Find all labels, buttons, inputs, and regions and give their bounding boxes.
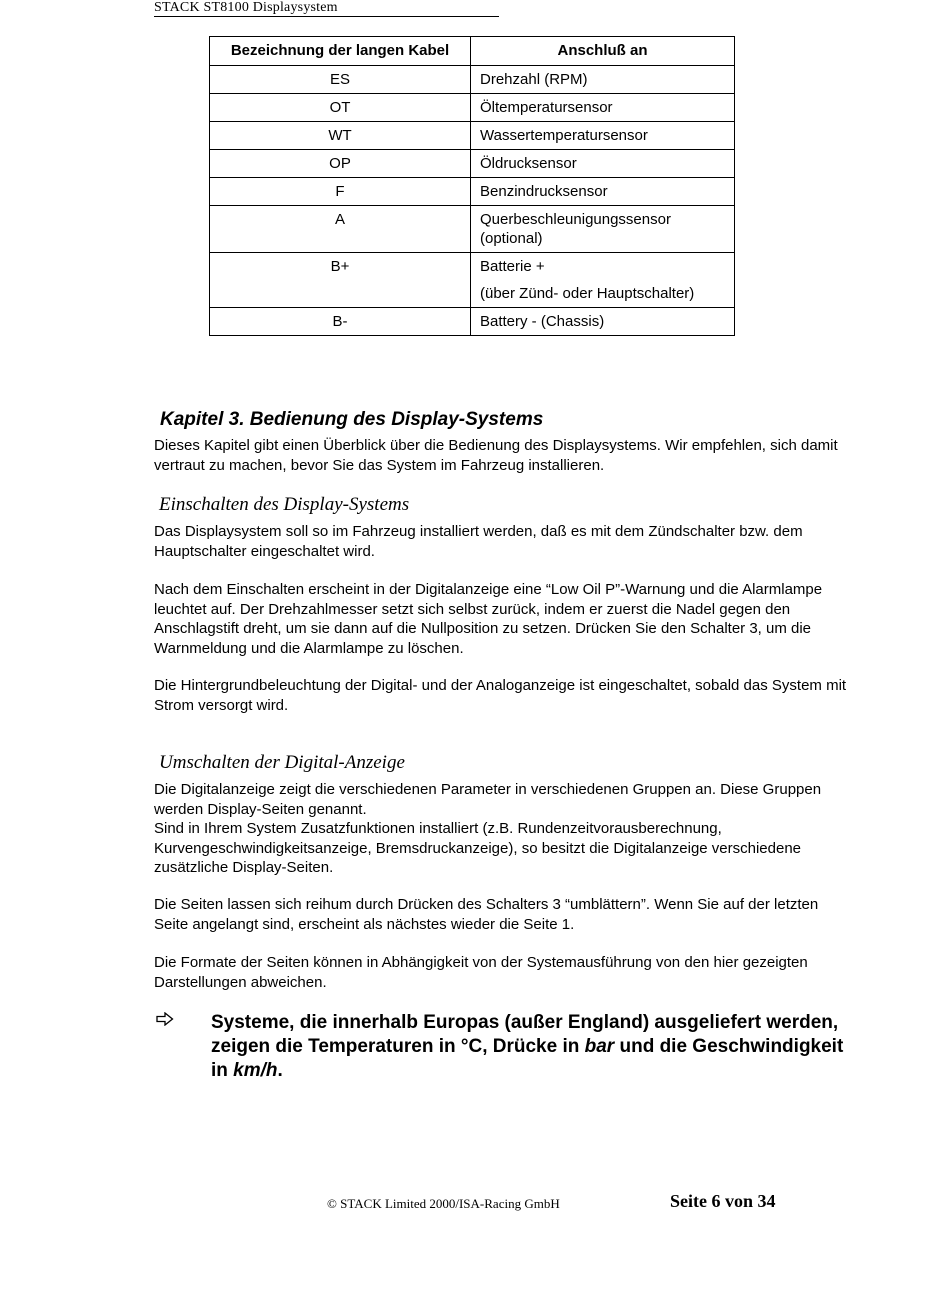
paragraph: Die Hintergrundbeleuchtung der Digital- und der Analoganzeige ist eingeschaltet, sobald das System mit Strom versorgt wird. [154,677,847,714]
paragraph-line: Die Digitalanzeige zeigt die verschiedenen Parameter in verschiedenen Gruppen an. Diese Gruppen werden Display-Seiten genannt. [154,781,822,818]
paragraph: Nach dem Einschalten erscheint in der Digitalanzeige eine “Low Oil P”-Warnung und die Alarmlampe leuchtet auf. Der Drehzahlmesser setzt sich selbst zurück, indem er zuerst die Nadel gegen den Anschlagstift dreht, um sie dann auf die Nullposition zu setzen. Drücken Sie den Schalter 3, um die Warnmeldung und die Alarmlampe zu löschen. [154,581,823,657]
cable-code: F [210,178,471,206]
note-text [211,1011,861,1083]
table-row [210,66,735,94]
paragraph: Die Seiten lassen sich reihum durch Drücken des Schalters 3 “umblättern”. Wenn Sie auf der letzten Seite angelangt sind, erscheint als nächstes wieder die Seite 1. [154,896,819,933]
note-part: und die Geschwindigkeit in [211,1036,844,1081]
table-header-row [210,37,735,66]
table-row [210,94,735,122]
cable-connection-line: (optional) [480,230,543,247]
cable-code: OT [210,94,471,122]
cable-connection-line: Querbeschleunigungssensor [480,211,671,228]
unit-temperature: °C [460,1036,483,1057]
cable-connection: Benzindrucksensor [471,178,735,206]
column-header-connection: Anschluß an [471,37,735,66]
section-title-umschalten: Umschalten der Digital-Anzeige [159,752,405,773]
unit-pressure: bar [584,1036,615,1057]
cable-connection [471,206,735,253]
paragraph-line: Sind in Ihrem System Zusatzfunktionen installiert (z.B. Rundenzeitvorausberechnung, Kurvengeschwindigkeitsanzeige, Bremsdruckanzeige), so besitzt die Digitalanzeige verschiedene zusätzliche Display-Seiten. [154,820,802,876]
cable-connection [471,253,735,308]
cable-connection-line: (über Zünd- oder Hauptschalter) [480,285,695,302]
table-row [210,122,735,150]
cable-code: A [210,206,471,253]
note-part: Systeme, die innerhalb Europas (außer England) ausgeliefert werden, zeigen die Temperaturen in [211,1012,839,1057]
note-part: . [277,1060,283,1081]
cable-code: ES [210,66,471,94]
cable-table [209,36,735,336]
cable-connection: Öltemperatursensor [471,94,735,122]
footer-copyright: © STACK Limited 2000/ISA-Racing GmbH [327,1196,560,1211]
table-row [210,206,735,253]
paragraph: Das Displaysystem soll so im Fahrzeug installiert werden, daß es mit dem Zündschalter bzw. dem Hauptschalter eingeschaltet wird. [154,523,803,560]
cable-connection: Battery - (Chassis) [471,308,735,336]
cable-code: B- [210,308,471,336]
page-header: STACK ST8100 Displaysystem [154,0,499,17]
section-title-einschalten: Einschalten des Display-Systems [159,494,410,515]
chapter-title: Kapitel 3. Bedienung des Display-Systems [160,409,544,430]
cable-code: WT [210,122,471,150]
cable-connection: Drehzahl (RPM) [471,66,735,94]
paragraph: Die Formate der Seiten können in Abhängigkeit von der Systemausführung von den hier gezeigten Darstellungen abweichen. [154,954,808,991]
page-number: Seite 6 von 34 [670,1191,776,1211]
column-header-cable: Bezeichnung der langen Kabel [210,37,471,66]
cable-code: B+ [210,253,471,308]
cable-connection: Öldrucksensor [471,150,735,178]
note-part: , Drücke in [482,1036,585,1057]
paragraph [154,780,854,878]
cable-connection: Wassertemperatursensor [471,122,735,150]
cable-code: OP [210,150,471,178]
unit-speed: km/h [233,1060,278,1081]
chapter-intro: Dieses Kapitel gibt einen Überblick über die Bedienung des Displaysystems. Wir empfehlen, sich damit vertraut zu machen, bevor Sie das System im Fahrzeug installieren. [154,437,838,474]
table-row [210,308,735,336]
arrow-right-outline-icon [156,1011,174,1031]
table-row [210,253,735,308]
table-row [210,178,735,206]
cable-connection-line: Batterie + [480,258,545,275]
table-row [210,150,735,178]
